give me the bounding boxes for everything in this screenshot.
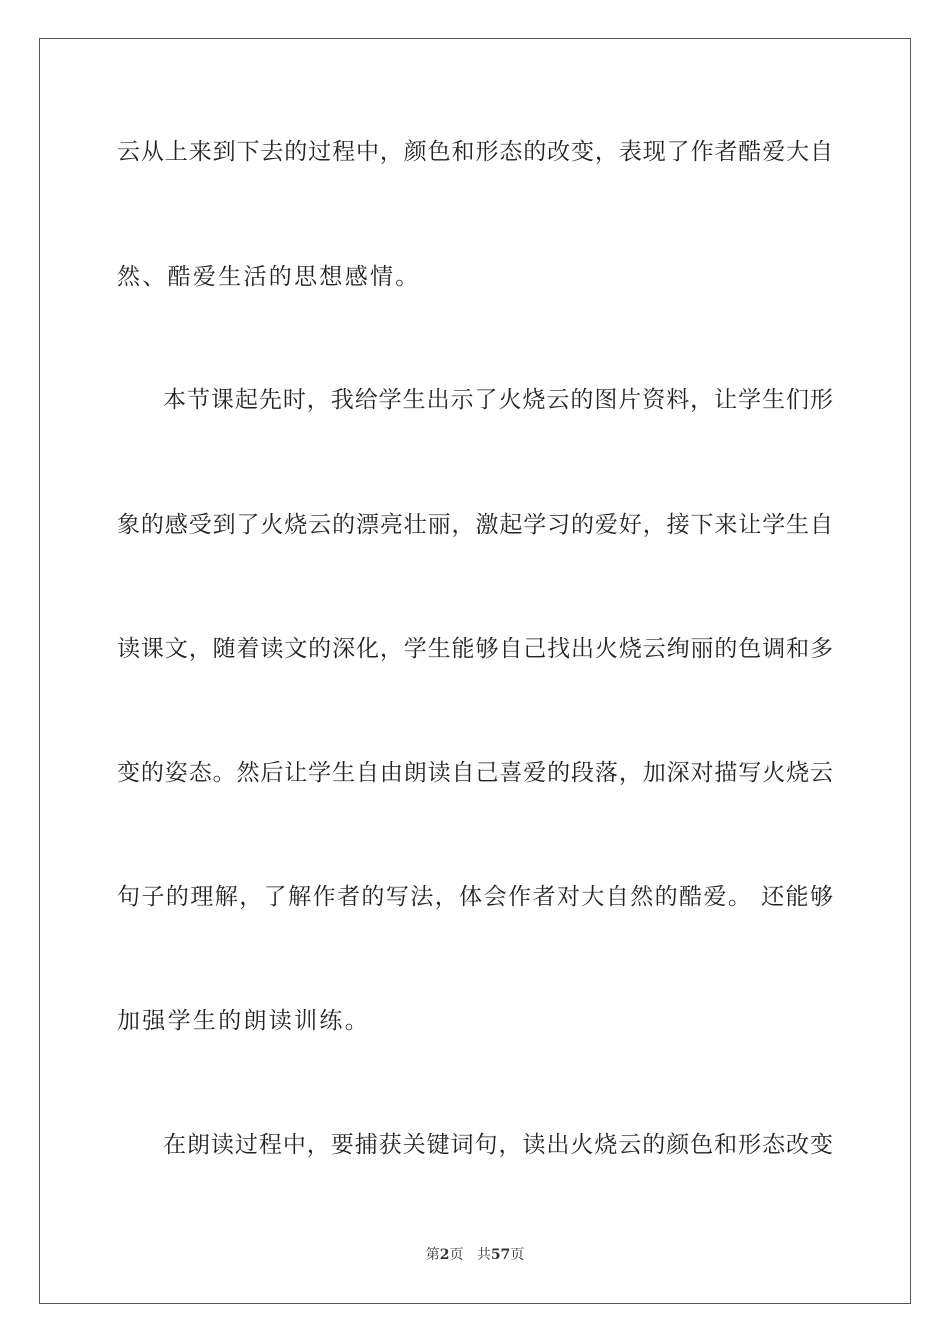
total-prefix: 共 (476, 1247, 491, 1263)
text-line-5: 读课文，随着读文的深化，学生能够自己找出火烧云绚丽的色调和多 (117, 636, 833, 662)
text-line-4: 象的感受到了火烧云的漂亮壮丽，激起学习的爱好，接下来让学生自 (117, 512, 833, 538)
page-suffix: 页 (449, 1247, 464, 1263)
text-line-3: 本节课起先时，我给学生出示了火烧云的图片资料，让学生们形 (163, 387, 833, 413)
total-suffix: 页 (510, 1247, 525, 1263)
total-pages: 57 (490, 1247, 511, 1263)
page-footer (0, 1246, 950, 1264)
text-line-9: 在朗读过程中，要捕获关键词句，读出火烧云的颜色和形态改变 (163, 1132, 833, 1158)
page-number: 2 (439, 1247, 450, 1263)
text-line-2: 然、酷爱生活的思想感情。 (117, 264, 421, 290)
text-line-1: 云从上来到下去的过程中，颜色和形态的改变，表现了作者酷爱大自 (117, 139, 833, 165)
page-prefix: 第 (425, 1247, 440, 1263)
text-line-7: 句子的理解，了解作者的写法，体会作者对大自然的酷爱。 还能够 (117, 884, 833, 910)
text-line-8: 加强学生的朗读训练。 (117, 1008, 370, 1034)
text-line-6: 变的姿态。然后让学生自由朗读自己喜爱的段落，加深对描写火烧云 (117, 760, 833, 786)
page-border (39, 38, 911, 1304)
